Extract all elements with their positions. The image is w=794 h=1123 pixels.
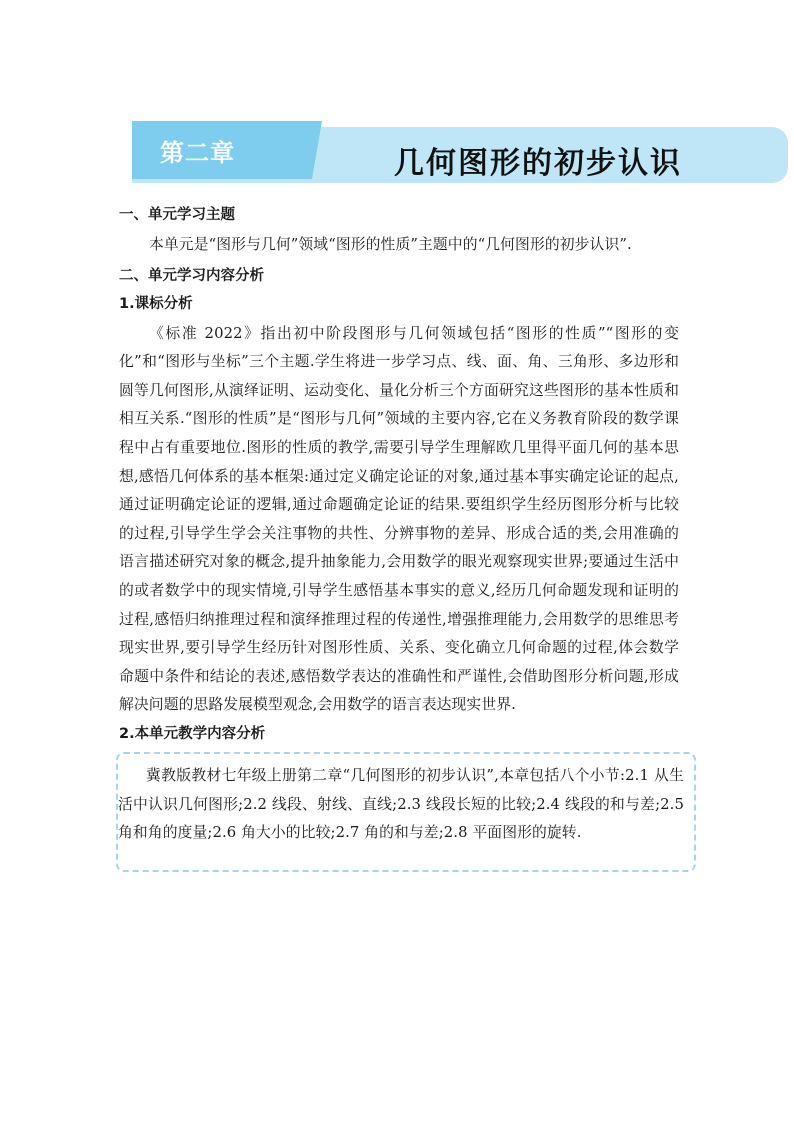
chapter-banner: [132, 121, 790, 185]
curriculum-analysis-paragraph: 《标准 2022》指出初中阶段图形与几何领域包括“图形的性质”“图形的变化”和“图形与坐标”三个主题.学生将进一步学习点、线、面、角、三角形、多边形和圆等几何图形,从演绎证明、运动变化、量化分析三个方面研究这些图形的基本性质和相互关系.“图形的性质”是“图形与几何”领域的主要内容,它在义务教育阶段的数学课程中占有重要地位.图形的性质的教学,需要引导学生理解欧几里得平面几何的基本思想,感悟几何体系的基本框架:通过定义确定论证的对象,通过基本事实确定论证的起点,通过证明确定论证的逻辑,通过命题确定论证的结果.要组织学生经历图形分析与比较的过程,引导学生学会关注事物的共性、分辨事物的差异、形成合适的类,会用准确的语言描述研究对象的概念,提升抽象能力,会用数学的眼光观察现实世界;要通过生活中的或者数学中的现实情境,引导学生感悟基本事实的意义,经历几何命题发现和证明的过程,感悟归纳推理过程和演绎推理过程的传递性,增强推理能力,会用数学的思维思考现实世界,要引导学生经历针对图形性质、关系、变化确立几何命题的过程,体会数学命题中条件和结论的表述,感悟数学表达的准确性和严谨性,会借助图形分析问题,形成解决问题的思路发展模型观念,会用数学的语言表达现实世界.: [119, 324, 679, 714]
section-heading-1: 一、单元学习主题: [119, 207, 235, 223]
chapter-title: 几何图形的初步认识: [394, 146, 682, 181]
unit-content-paragraph: 冀教版教材七年级上册第二章“几何图形的初步认识”,本章包括八个小节:2.1 从生活中认识几何图形;2.2 线段、射线、直线;2.3 线段长短的比较;2.4 线段的和与差;2.5 角和角的度量;2.6 角大小的比较;2.7 角的和与差;2.8 平面图形的旋转.: [118, 766, 684, 842]
subsection-heading-curriculum: 1.课标分析: [119, 295, 193, 312]
banner-dark-tab: [132, 121, 312, 179]
section-heading-2: 二、单元学习内容分析: [119, 267, 264, 284]
unit-content-box: [116, 752, 696, 872]
subsection-heading-unit-content: 2.本单元教学内容分析: [119, 725, 266, 742]
section-1-paragraph: 本单元是“图形与几何”领域“图形的性质”主题中的“几何图形的初步认识”.: [149, 236, 632, 253]
chapter-number: 第二章: [160, 139, 235, 167]
document-body: [118, 203, 684, 872]
